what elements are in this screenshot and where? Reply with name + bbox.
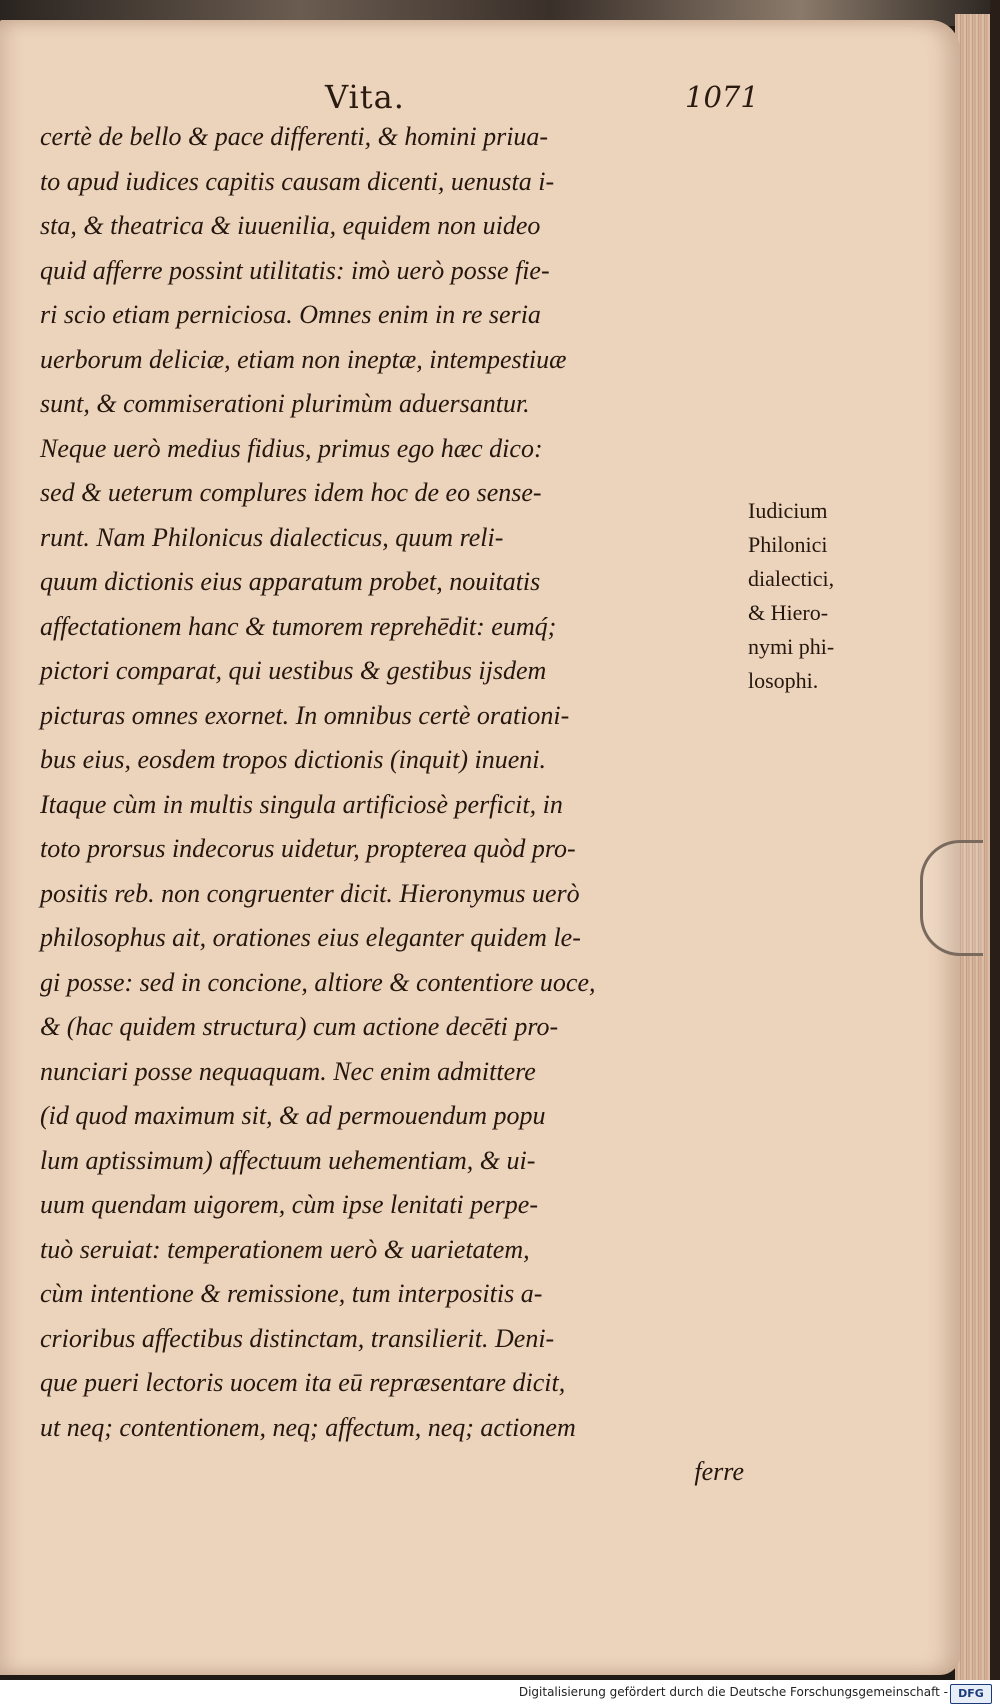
marginal-note <box>748 494 858 698</box>
marginal-note-line: losophi. <box>748 668 819 693</box>
text-line: Itaque cùm in multis singula artificiosè perficit, in <box>40 789 563 819</box>
text-line: toto prorsus indecorus uidetur, propterea quòd pro- <box>40 834 576 863</box>
text-line: pictori comparat, qui uestibus & gestibus ijsdem <box>40 656 547 685</box>
text-line: runt. Nam Philonicus dialecticus, quum reli- <box>40 522 504 552</box>
text-line: uerborum deliciæ, etiam non ineptæ, intempestiuæ <box>40 344 567 374</box>
text-line: certè de bello & pace differenti, & homini priua- <box>40 122 549 151</box>
binding-shadow <box>990 0 1000 1706</box>
text-line: affectationem hanc & tumorem reprehēdit: eumq́; <box>40 611 557 641</box>
marginal-note-line: Iudicium <box>748 498 828 523</box>
text-line: ri scio etiam perniciosa. Omnes enim in re seria <box>40 300 541 329</box>
catchword: ferre <box>694 1457 744 1486</box>
text-line: crioribus affectibus distinctam, transilierit. Deni- <box>40 1323 555 1353</box>
text-line: (id quod maximum sit, & ad permouendum popu <box>40 1101 546 1130</box>
text-line: sunt, & commiserationi plurimùm aduersantur. <box>40 389 530 418</box>
text-line: nunciari posse nequaquam. Nec enim admittere <box>40 1056 536 1086</box>
body-text <box>40 115 750 1495</box>
text-line: quid afferre possint utilitatis: imò uerò posse fie- <box>40 255 550 285</box>
text-line: tuò seruiat: temperationem uerò & uarietatem, <box>40 1234 530 1264</box>
text-line: gi posse: sed in concione, altiore & contentiore uoce, <box>40 967 596 997</box>
text-line: bus eius, eosdem tropos dictionis (inquit) inueni. <box>40 745 546 774</box>
text-line: quum dictionis eius apparatum probet, nouitatis <box>40 567 541 596</box>
text-line: que pueri lectoris uocem ita eū repræsentare dicit, <box>40 1368 566 1397</box>
text-line: & (hac quidem structura) cum actione decēti pro- <box>40 1012 559 1041</box>
text-line: ut neq; contentionem, neq; affectum, neq; actionem <box>40 1412 576 1442</box>
marginal-note-line: nymi phi- <box>748 634 835 659</box>
digitization-footer <box>0 1680 1000 1706</box>
text-line: picturas omnes exornet. In omnibus certè orationi- <box>40 700 570 730</box>
text-line: to apud iudices capitis causam dicenti, uenusta i- <box>40 166 555 196</box>
text-line: sta, & theatrica & iuuenilia, equidem non uideo <box>40 211 541 240</box>
text-line: lum aptissimum) affectuum uehementiam, & ui- <box>40 1145 536 1175</box>
text-line: philosophus ait, orationes eius eleganter quidem le- <box>40 923 581 952</box>
page-number: 1071 <box>685 80 759 114</box>
text-line: Neque uerò medius fidius, primus ego hæc dico: <box>40 433 543 463</box>
marginal-note-line: Philonici <box>748 532 828 557</box>
text-line: cùm intentione & remissione, tum interpositis a- <box>40 1279 543 1308</box>
text-line: positis reb. non congruenter dicit. Hieronymus uerò <box>40 878 580 908</box>
marginal-note-line: dialectici, <box>748 566 835 591</box>
running-head-title: Vita. <box>325 78 405 116</box>
text-line: uum quendam uigorem, cùm ipse lenitati perpe- <box>40 1190 538 1219</box>
page-clip <box>920 840 983 956</box>
dfg-logo: DFG <box>950 1684 992 1704</box>
footer-credit: Digitalisierung gefördert durch die Deutsche Forschungsgemeinschaft - <box>518 1685 948 1699</box>
text-line: sed & ueterum complures idem hoc de eo sense- <box>40 478 542 507</box>
marginal-note-line: & Hiero- <box>748 600 829 625</box>
